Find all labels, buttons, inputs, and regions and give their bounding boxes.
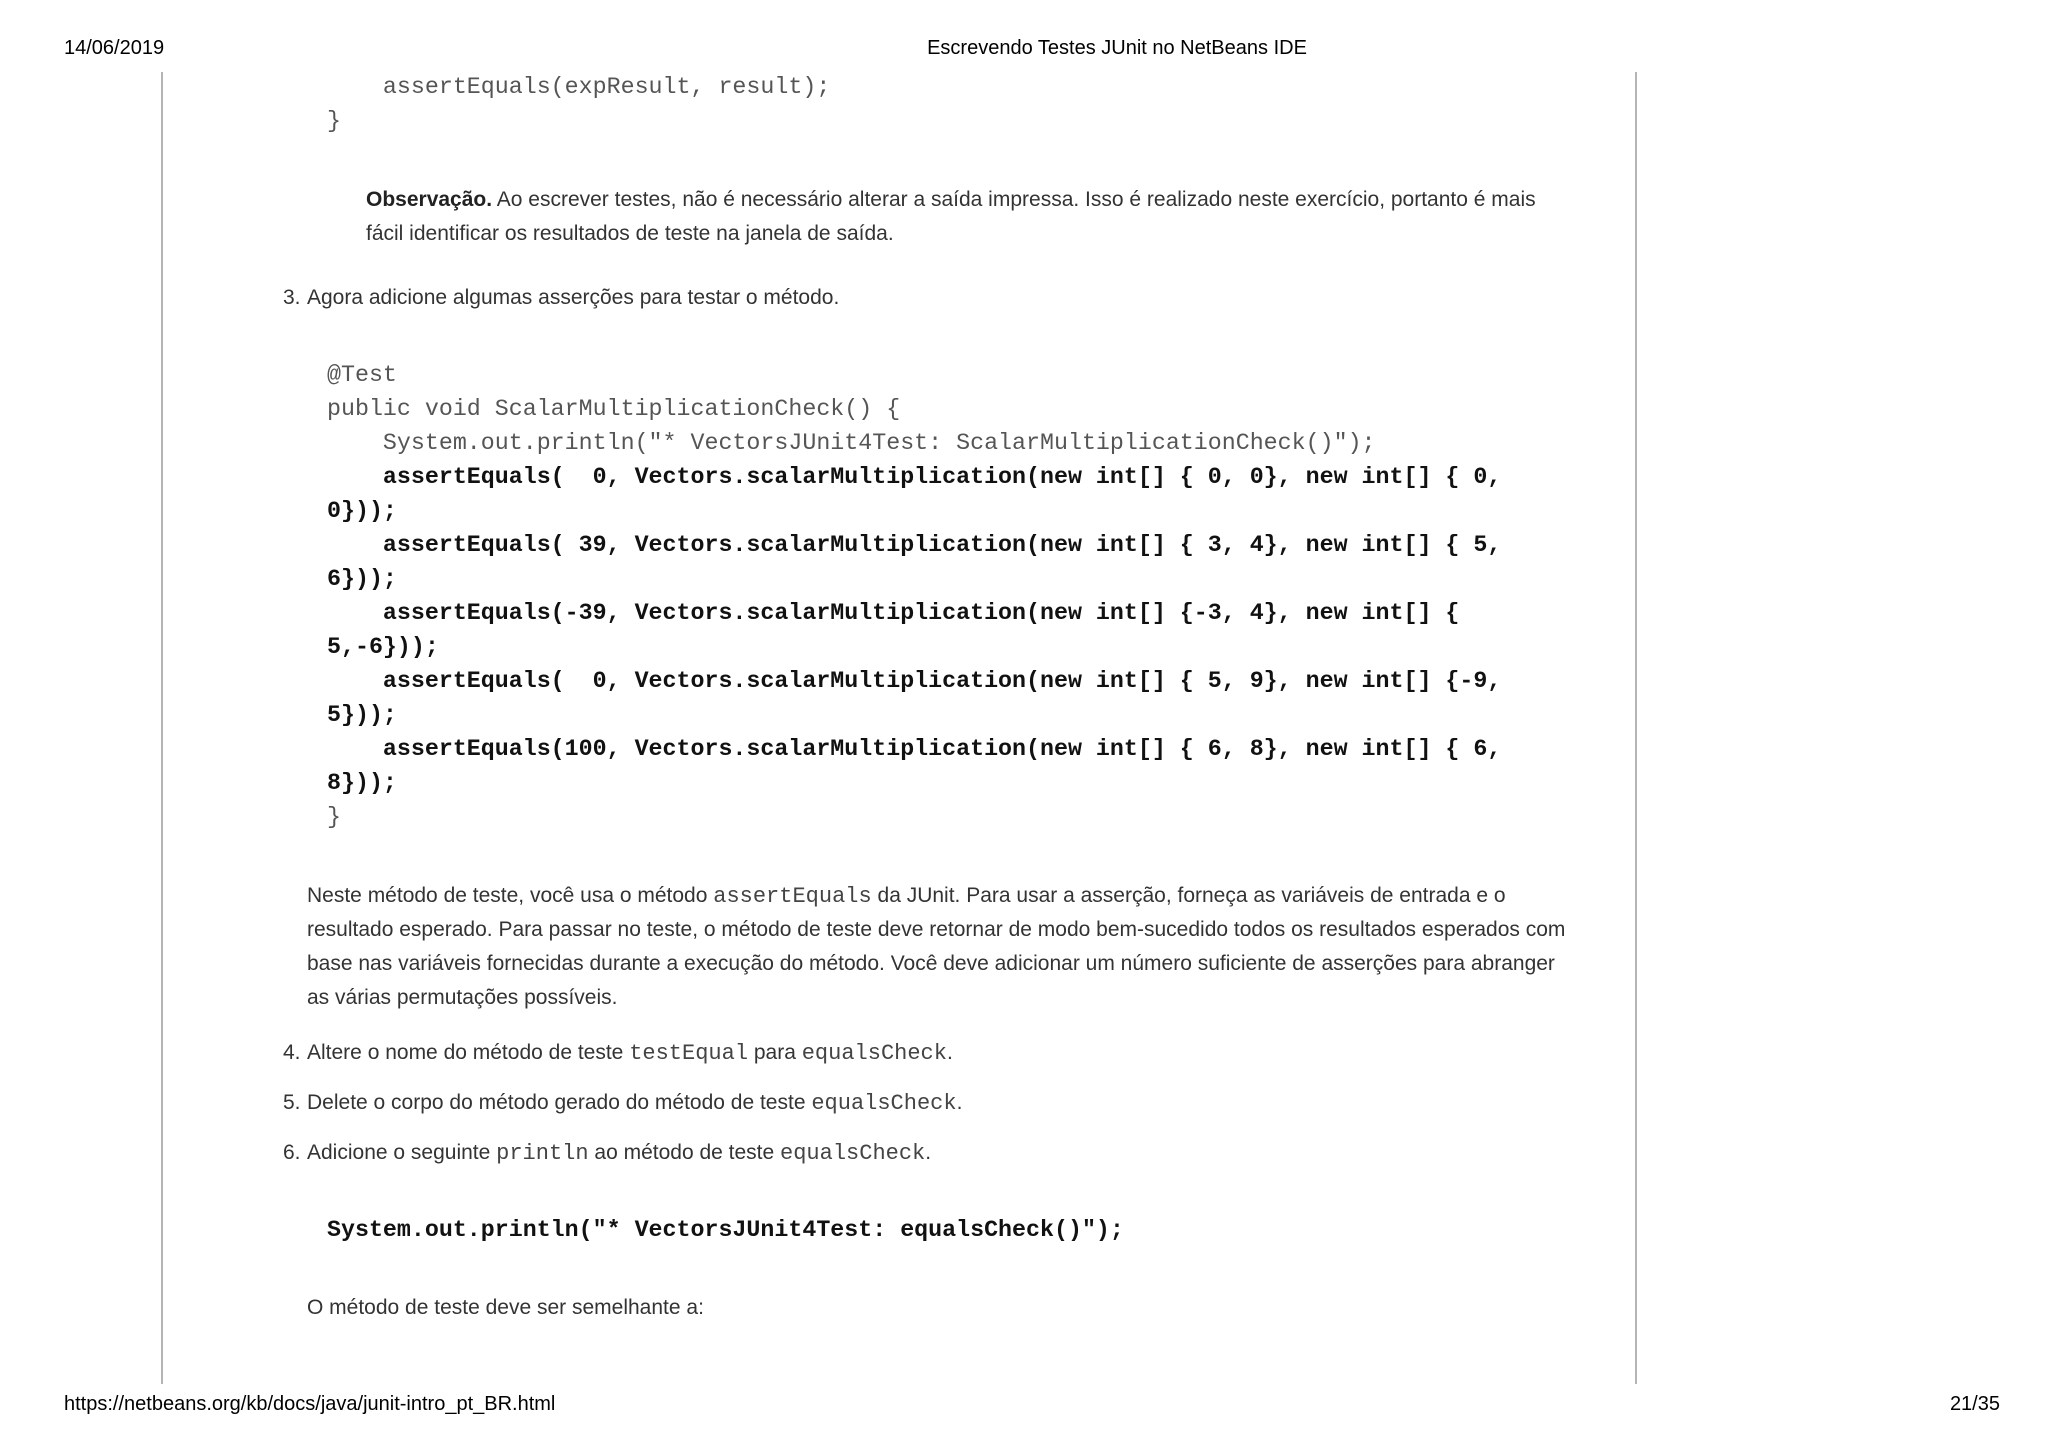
page-title: Escrevendo Testes JUnit no NetBeans IDE <box>927 37 1307 59</box>
code-line <box>327 596 1459 630</box>
step-text-mid: para <box>748 1041 802 1064</box>
note-line-1 <box>366 183 1536 217</box>
code-line <box>327 698 397 732</box>
step-number: 6. <box>283 1141 301 1164</box>
note-label: Observação. <box>366 188 493 211</box>
step-text <box>307 1086 962 1121</box>
code-line <box>327 766 397 800</box>
code-line <box>327 494 397 528</box>
code-line <box>327 630 439 664</box>
explanation-line-1 <box>307 879 1506 914</box>
step-text-post: . <box>956 1091 963 1114</box>
step-text-pre: Adicione o seguinte <box>307 1141 497 1164</box>
inline-code: testEqual <box>629 1041 749 1066</box>
page-number: 21/35 <box>1949 1393 2000 1415</box>
code-line <box>327 528 1501 562</box>
code-line <box>327 460 1501 494</box>
assert-line: 8})); <box>327 770 397 796</box>
inline-code: equalsCheck <box>811 1091 957 1116</box>
right-border <box>1635 72 1637 1384</box>
code-line: public void ScalarMultiplicationCheck() { <box>327 396 901 422</box>
inline-code: assertEquals <box>713 884 872 909</box>
left-border <box>161 72 163 1384</box>
note-line-2: fácil identificar os resultados de teste na janela de saída. <box>366 222 894 245</box>
assert-line: assertEquals(100, Vectors.scalarMultiplication(new int[] { 6, 8}, new int[] { 6, <box>327 736 1502 762</box>
step-text-post: . <box>925 1141 932 1164</box>
code-line: @Test <box>327 362 397 388</box>
assert-line: 5,-6})); <box>327 634 439 660</box>
code-line: System.out.println("* VectorsJUnit4Test: ScalarMultiplicationCheck()"); <box>327 430 1376 456</box>
assert-line: 0})); <box>327 498 397 524</box>
step-number: 4. <box>283 1041 301 1064</box>
code-line: } <box>327 108 341 134</box>
explanation-post: da JUnit. Para usar a asserção, forneça as variáveis de entrada e o <box>871 884 1506 907</box>
explanation-line-2: resultado esperado. Para passar no teste, o método de teste deve retornar de modo bem-sucedido todos os resultados esperados com <box>307 918 1566 941</box>
println-code <box>327 1213 1124 1247</box>
step-text <box>307 1136 931 1171</box>
step-text-pre: Altere o nome do método de teste <box>307 1041 630 1064</box>
code-line: assertEquals(expResult, result); <box>327 74 831 100</box>
assert-line: assertEquals( 39, Vectors.scalarMultiplication(new int[] { 3, 4}, new int[] { 5, <box>327 532 1502 558</box>
code-line <box>327 732 1501 766</box>
code-line <box>327 664 1501 698</box>
assert-line: assertEquals( 0, Vectors.scalarMultiplication(new int[] { 0, 0}, new int[] { 0, <box>327 464 1502 490</box>
explanation-line-4: as várias permutações possíveis. <box>307 986 618 1009</box>
assert-line: assertEquals( 0, Vectors.scalarMultiplication(new int[] { 5, 9}, new int[] {-9, <box>327 668 1502 694</box>
closing-text: O método de teste deve ser semelhante a: <box>307 1296 704 1319</box>
note-text: Ao escrever testes, não é necessário alterar a saída impressa. Isso é realizado neste exercício, portanto é mais <box>492 188 1536 211</box>
step-text-post: . <box>946 1041 953 1064</box>
explanation-line-3: base nas variáveis fornecidas durante a execução do método. Você deve adicionar um número suficiente de asserções para abranger <box>307 952 1555 975</box>
assert-line: 5})); <box>327 702 397 728</box>
inline-code: equalsCheck <box>780 1141 926 1166</box>
inline-code: equalsCheck <box>801 1041 947 1066</box>
step-text-mid: ao método de teste <box>588 1141 781 1164</box>
inline-code: println <box>496 1141 589 1166</box>
code-line <box>327 562 397 596</box>
println-line: System.out.println("* VectorsJUnit4Test: equalsCheck()"); <box>327 1217 1124 1243</box>
assert-line: 6})); <box>327 566 397 592</box>
step-number: 5. <box>283 1091 301 1114</box>
assert-line: assertEquals(-39, Vectors.scalarMultiplication(new int[] {-3, 4}, new int[] { <box>327 600 1460 626</box>
step-text <box>307 1036 953 1071</box>
step-text: Agora adicione algumas asserções para testar o método. <box>307 286 840 309</box>
code-line: } <box>327 804 341 830</box>
explanation-pre: Neste método de teste, você usa o método <box>307 884 714 907</box>
source-url: https://netbeans.org/kb/docs/java/junit-intro_pt_BR.html <box>64 1393 556 1415</box>
print-date: 14/06/2019 <box>64 37 165 59</box>
step-number: 3. <box>283 286 301 309</box>
step-text-pre: Delete o corpo do método gerado do método de teste <box>307 1091 812 1114</box>
